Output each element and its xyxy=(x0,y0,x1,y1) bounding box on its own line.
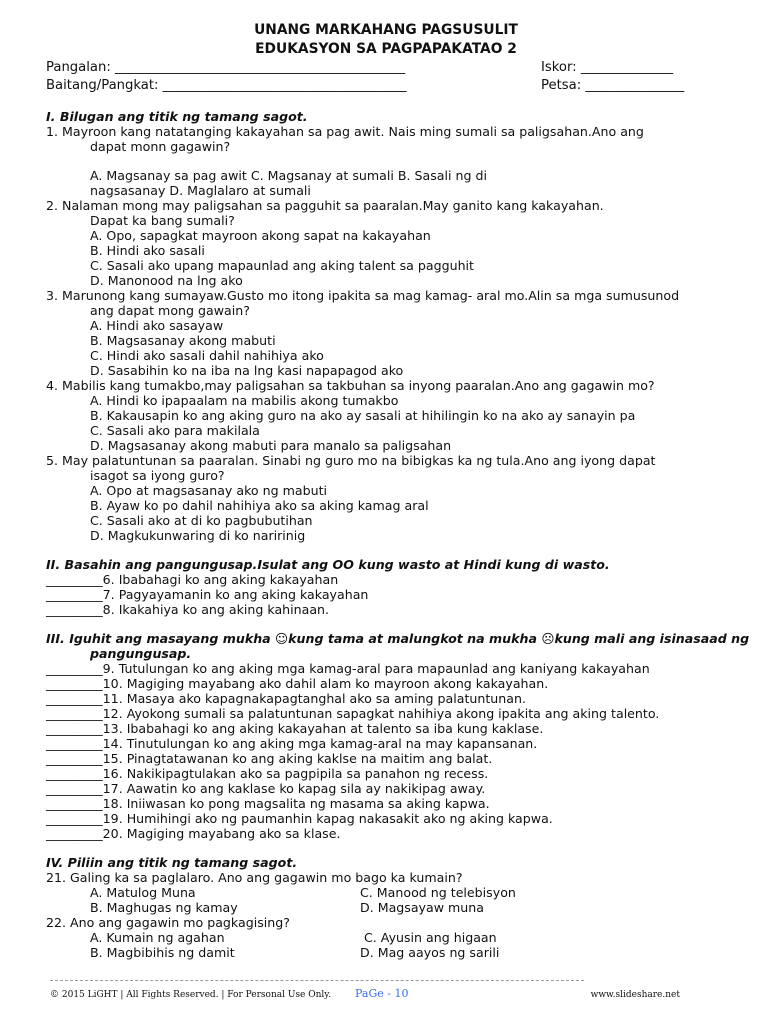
choice-line: D. Magsasanay akong mabuti para manalo sa paligsahan xyxy=(90,438,452,453)
choice-c: C. Ayusin ang higaan xyxy=(360,930,497,945)
part1-heading: I. Bilugan ang titik ng tamang sagot. xyxy=(46,109,308,124)
choice-d: D. Magsayaw muna xyxy=(360,900,484,915)
choice-d: D. Mag aayos ng sarili xyxy=(360,945,500,960)
question-line: 21. Galing ka sa paglalaro. Ano ang gagawin mo bago ka kumain? xyxy=(46,870,463,885)
choice-c: C. Manood ng telebisyon xyxy=(360,885,516,900)
item-line: _________15. Pinagtatawanan ko ang aking kaklse na maitim ang balat. xyxy=(46,751,493,766)
choice-b: B. Magbibihis ng damit xyxy=(90,945,235,960)
choice-line: A. Opo, sapagkat mayroon akong sapat na kakayahan xyxy=(90,228,431,243)
item-line: _________13. Ibabahagi ko ang aking kakayahan at talento sa iba kung kaklase. xyxy=(46,721,544,736)
item-line: _________8. Ikakahiya ko ang aking kahinaan. xyxy=(46,602,330,617)
choice-line: A. Hindi ko ipapaalam na mabilis akong tumakbo xyxy=(90,393,399,408)
name-field: Pangalan: ____________________________________________ xyxy=(46,60,406,75)
footer-divider xyxy=(50,980,584,981)
item-line: _________20. Magiging mayabang ako sa klase. xyxy=(46,826,341,841)
copyright-text: © 2015 LiGHT | All Fights Reserved. | For Personal Use Only. xyxy=(50,990,332,1000)
choice-line: C. Sasali ako para makilala xyxy=(90,423,260,438)
grade-section-field: Baitang/Pangkat: _____________________________________ xyxy=(46,78,407,93)
item-line: _________18. Iniiwasan ko pong magsalita ng masama sa aking kapwa. xyxy=(46,796,490,811)
item-line: _________9. Tutulungan ko ang aking mga kamag-aral para mapaunlad ang kaniyang kakayahan xyxy=(46,661,650,676)
choice-a: A. Kumain ng agahan xyxy=(90,930,225,945)
date-field: Petsa: _______________ xyxy=(541,78,685,93)
item-line: _________19. Humihingi ako ng paumanhin kapag nakasakit ako ng aking kapwa. xyxy=(46,811,553,826)
choice-row xyxy=(46,945,726,960)
choice-b: B. Maghugas ng kamay xyxy=(90,900,238,915)
exam-title: UNANG MARKAHANG PAGSUSULIT xyxy=(254,22,518,38)
part3-heading: III. Iguhit ang masayang mukha ☺kung tama at malungkot na mukha ☹kung mali ang isinasaad ng xyxy=(46,631,750,646)
score-field: Iskor: ______________ xyxy=(541,60,674,75)
choice-line: nagsasanay D. Maglalaro at sumali xyxy=(90,183,311,198)
choice-line: B. Hindi ako sasali xyxy=(90,243,205,258)
choice-line: D. Magkukunwaring di ko naririnig xyxy=(90,528,306,543)
choice-line: C. Sasali ako at di ko pagbubutihan xyxy=(90,513,313,528)
choice-line: A. Magsanay sa pag awit C. Magsanay at sumali B. Sasali ng di xyxy=(90,168,487,183)
choice-row xyxy=(46,885,726,900)
question-line: Dapat ka bang sumali? xyxy=(90,213,235,228)
question-line: 3. Marunong kang sumayaw.Gusto mo itong ipakita sa mag kamag- aral mo.Alin sa mga sumusunod xyxy=(46,288,680,303)
choice-line: D. Sasabihin ko na iba na lng kasi napapagod ako xyxy=(90,363,404,378)
site-link[interactable]: www.slideshare.net xyxy=(590,990,680,1000)
choice-row xyxy=(46,930,726,945)
part2-heading: II. Basahin ang pangungusap.Isulat ang OO kung wasto at Hindi kung di wasto. xyxy=(46,557,610,572)
question-line: dapat monn gagawin? xyxy=(90,139,231,154)
question-line: isagot sa iyong guro? xyxy=(90,468,225,483)
choice-row xyxy=(46,900,726,915)
choice-line: B. Ayaw ko po dahil nahihiya ako sa aking kamag aral xyxy=(90,498,429,513)
question-line: 1. Mayroon kang natatanging kakayahan sa pag awit. Nais ming sumali sa paligsahan.Ano ang xyxy=(46,124,644,139)
item-line: _________16. Nakikipagtulakan ako sa pagpipila sa panahon ng recess. xyxy=(46,766,489,781)
choice-line: D. Manonood na lng ako xyxy=(90,273,243,288)
choice-line: B. Kakausapin ko ang aking guro na ako ay sasali at hihilingin ko na ako ay sanayin pa xyxy=(90,408,636,423)
page-number: PaGe - 10 xyxy=(355,987,409,1000)
question-line: 2. Nalaman mong may paligsahan sa pagguhit sa paaralan.May ganito kang kakayahan. xyxy=(46,198,604,213)
exam-subject: EDUKASYON SA PAGPAPAKATAO 2 xyxy=(255,41,517,57)
item-line: _________10. Magiging mayabang ako dahil alam ko mayroon akong kakayahan. xyxy=(46,676,549,691)
question-line: 5. May palatuntunan sa paaralan. Sinabi ng guro mo na bibigkas ka ng tula.Ano ang iyong dapat xyxy=(46,453,656,468)
exam-page xyxy=(46,21,750,960)
name-row xyxy=(46,59,726,77)
question-line: 22. Ano ang gagawin mo pagkagising? xyxy=(46,915,290,930)
item-line: _________6. Ibabahagi ko ang aking kakayahan xyxy=(46,572,339,587)
item-line: _________11. Masaya ako kapagnakapagtanghal ako sa aming palatuntunan. xyxy=(46,691,526,706)
item-line: _________17. Aawatin ko ang kaklase ko kapag sila ay nakikipag away. xyxy=(46,781,486,796)
question-line: ang dapat mong gawain? xyxy=(90,303,250,318)
item-line: _________14. Tinutulungan ko ang aking mga kamag-aral na may kapansanan. xyxy=(46,736,538,751)
choice-line: A. Opo at magsasanay ako ng mabuti xyxy=(90,483,328,498)
choice-line: C. Sasali ako upang mapaunlad ang aking talent sa pagguhit xyxy=(90,258,474,273)
choice-line: C. Hindi ako sasali dahil nahihiya ako xyxy=(90,348,324,363)
grade-row xyxy=(46,77,726,95)
part4-heading: IV. Piliin ang titik ng tamang sagot. xyxy=(46,855,298,870)
part3-heading-cont: pangungusap. xyxy=(90,646,192,661)
choice-line: A. Hindi ako sasayaw xyxy=(90,318,224,333)
page-footer xyxy=(50,988,680,1002)
question-line: 4. Mabilis kang tumakbo,may paligsahan sa takbuhan sa inyong paaralan.Ano ang gagawin mo? xyxy=(46,378,655,393)
choice-line: B. Magsasanay akong mabuti xyxy=(90,333,276,348)
choice-a: A. Matulog Muna xyxy=(90,885,196,900)
item-line: _________12. Ayokong sumali sa palatuntunan sapagkat nahihiya akong ipakita ang aking talento. xyxy=(46,706,660,721)
item-line: _________7. Pagyayamanin ko ang aking kakayahan xyxy=(46,587,369,602)
